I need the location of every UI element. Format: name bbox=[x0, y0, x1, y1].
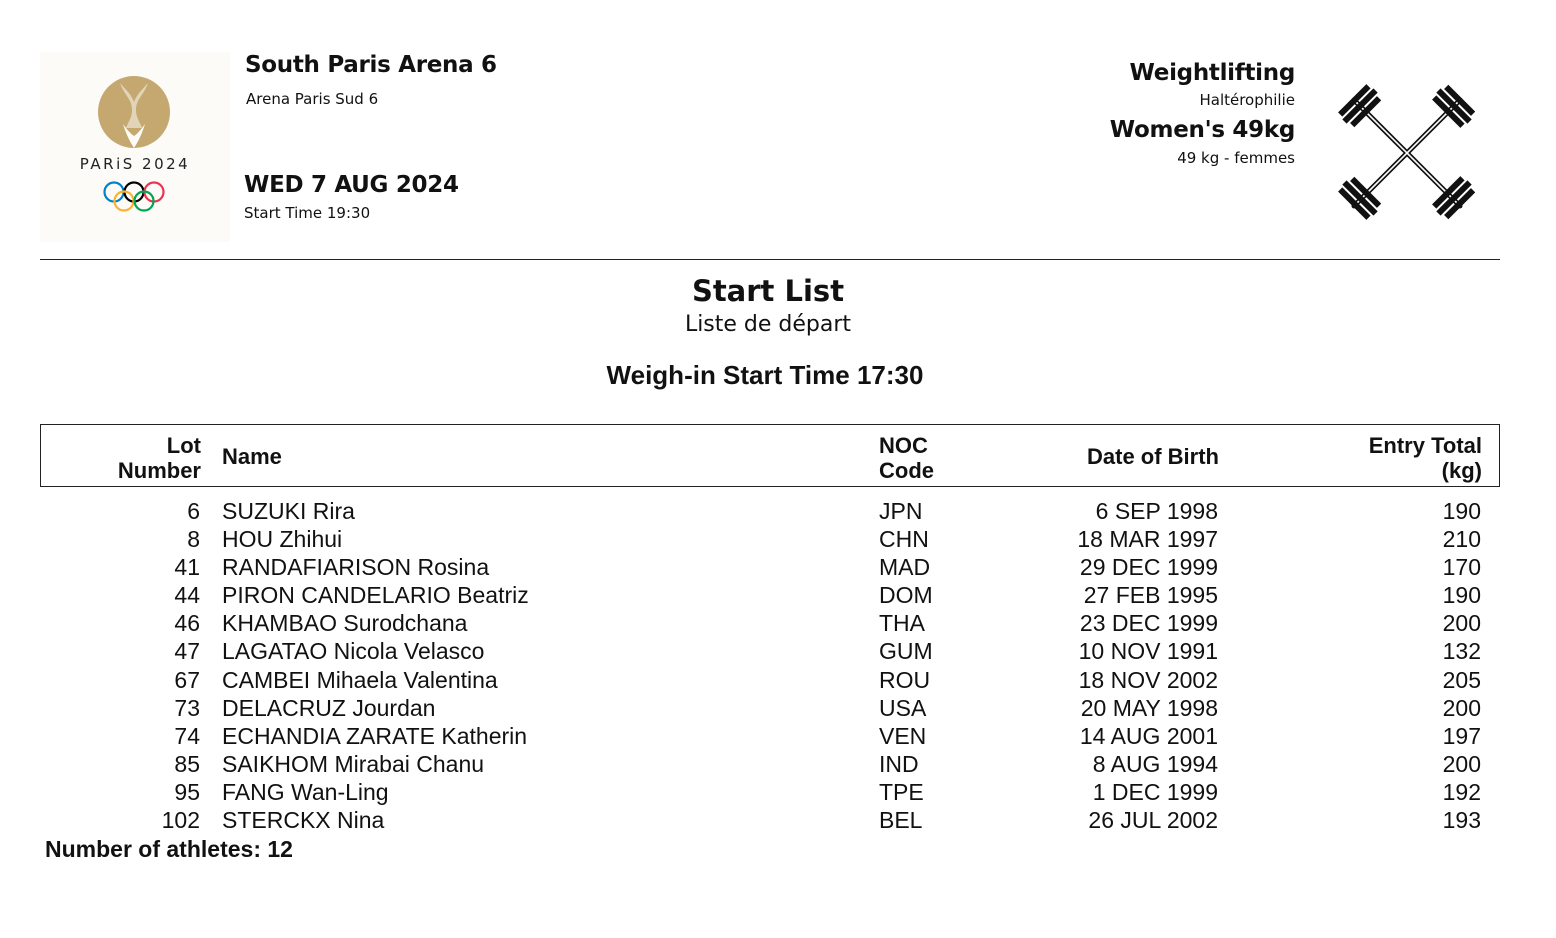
athlete-name: RANDAFIARISON Rosina bbox=[222, 554, 490, 581]
column-header-lot bbox=[118, 433, 201, 483]
sport-name: Weightlifting bbox=[1129, 60, 1295, 86]
header-divider bbox=[40, 259, 1500, 260]
table-row bbox=[0, 750, 1556, 778]
weigh-in-time: Weigh-in Start Time 17:30 bbox=[606, 360, 924, 390]
column-header-entry-total-line1: Entry Total bbox=[1368, 433, 1482, 458]
logo-wordmark: PARiS 2024 bbox=[79, 155, 191, 173]
document-title: Start List bbox=[691, 274, 845, 308]
table-row bbox=[0, 553, 1556, 581]
lot-number: 67 bbox=[174, 666, 200, 693]
date-of-birth: 1 DEC 1999 bbox=[1092, 778, 1218, 805]
athlete-table-body bbox=[0, 497, 1556, 834]
lot-number: 102 bbox=[161, 807, 200, 834]
event-start-time: Start Time 19:30 bbox=[244, 204, 371, 222]
paris-2024-emblem-icon bbox=[40, 52, 230, 242]
paris-2024-logo bbox=[40, 52, 230, 242]
sport-name-french: Haltérophilie bbox=[1199, 91, 1295, 109]
venue-name-french: Arena Paris Sud 6 bbox=[246, 90, 379, 108]
table-row bbox=[0, 778, 1556, 806]
table-header bbox=[40, 424, 1500, 487]
table-row bbox=[0, 666, 1556, 694]
table-row bbox=[0, 637, 1556, 665]
noc-code: JPN bbox=[879, 498, 923, 524]
entry-total: 200 bbox=[1442, 610, 1481, 637]
athlete-name: SAIKHOM Mirabai Chanu bbox=[222, 750, 485, 777]
table-row bbox=[0, 806, 1556, 834]
lot-number: 85 bbox=[174, 750, 200, 777]
entry-total: 197 bbox=[1442, 722, 1481, 749]
athlete-name: ECHANDIA ZARATE Katherin bbox=[222, 722, 528, 749]
date-of-birth: 23 DEC 1999 bbox=[1079, 610, 1218, 637]
lot-number: 73 bbox=[174, 694, 200, 721]
date-of-birth: 18 NOV 2002 bbox=[1078, 666, 1218, 693]
entry-total: 200 bbox=[1442, 750, 1481, 777]
noc-code: TPE bbox=[879, 778, 924, 805]
event-name: Women's 49kg bbox=[1109, 117, 1295, 143]
noc-code: GUM bbox=[879, 638, 933, 665]
entry-total: 190 bbox=[1442, 582, 1481, 609]
noc-code: CHN bbox=[879, 526, 929, 553]
date-of-birth: 27 FEB 1995 bbox=[1083, 582, 1218, 609]
athlete-name: LAGATAO Nicola Velasco bbox=[222, 638, 485, 665]
athlete-name: DELACRUZ Jourdan bbox=[222, 694, 436, 721]
table-row bbox=[0, 525, 1556, 553]
date-of-birth: 8 AUG 1994 bbox=[1092, 750, 1218, 777]
date-of-birth: 10 NOV 1991 bbox=[1078, 638, 1218, 665]
lot-number: 44 bbox=[174, 582, 200, 609]
event-date: WED 7 AUG 2024 bbox=[244, 172, 459, 198]
noc-code: IND bbox=[879, 750, 919, 777]
noc-code: DOM bbox=[879, 582, 933, 609]
table-row bbox=[0, 722, 1556, 750]
date-of-birth: 20 MAY 1998 bbox=[1080, 694, 1218, 721]
athlete-count: Number of athletes: 12 bbox=[45, 836, 293, 862]
event-name-french: 49 kg - femmes bbox=[1177, 149, 1295, 167]
venue-name: South Paris Arena 6 bbox=[245, 52, 497, 78]
noc-code: USA bbox=[879, 694, 927, 721]
athlete-name: SUZUKI Rira bbox=[222, 498, 355, 524]
table-row bbox=[0, 497, 1556, 525]
column-header-entry-total bbox=[1369, 433, 1482, 483]
entry-total: 205 bbox=[1442, 666, 1481, 693]
entry-total: 210 bbox=[1442, 526, 1481, 553]
lot-number: 41 bbox=[174, 554, 200, 581]
entry-total: 132 bbox=[1442, 638, 1481, 665]
sport-event-info bbox=[1110, 58, 1295, 170]
entry-total: 200 bbox=[1442, 694, 1481, 721]
column-header-name: Name bbox=[222, 444, 282, 469]
entry-total: 193 bbox=[1442, 807, 1481, 834]
column-header-noc bbox=[879, 433, 934, 483]
weightlifting-pictogram-icon bbox=[1336, 82, 1478, 222]
column-header-noc-line2: Code bbox=[879, 458, 934, 483]
table-row bbox=[0, 609, 1556, 637]
noc-code: THA bbox=[879, 610, 925, 637]
date-of-birth: 6 SEP 1998 bbox=[1095, 498, 1218, 524]
athlete-name: KHAMBAO Surodchana bbox=[222, 610, 468, 637]
athlete-name: PIRON CANDELARIO Beatriz bbox=[222, 582, 529, 609]
date-of-birth: 26 JUL 2002 bbox=[1088, 807, 1218, 834]
lot-number: 95 bbox=[174, 778, 200, 805]
athlete-name: HOU Zhihui bbox=[222, 526, 343, 553]
column-header-entry-total-line2: (kg) bbox=[1441, 458, 1482, 483]
entry-total: 170 bbox=[1442, 554, 1481, 581]
column-header-date-of-birth: Date of Birth bbox=[1087, 444, 1219, 469]
table-row bbox=[0, 581, 1556, 609]
athlete-name: STERCKX Nina bbox=[222, 807, 385, 834]
date-of-birth: 29 DEC 1999 bbox=[1079, 554, 1218, 581]
lot-number: 8 bbox=[187, 526, 200, 553]
noc-code: ROU bbox=[879, 666, 931, 693]
athlete-name: FANG Wan-Ling bbox=[222, 778, 389, 805]
lot-number: 46 bbox=[174, 610, 200, 637]
entry-total: 192 bbox=[1442, 778, 1481, 805]
document-title-french: Liste de départ bbox=[684, 312, 852, 337]
column-header-lot-line1: Lot bbox=[166, 433, 201, 458]
date-of-birth: 18 MAR 1997 bbox=[1077, 526, 1218, 553]
lot-number: 47 bbox=[174, 638, 200, 665]
noc-code: BEL bbox=[879, 807, 923, 834]
lot-number: 6 bbox=[187, 498, 200, 524]
lot-number: 74 bbox=[174, 722, 200, 749]
noc-code: VEN bbox=[879, 722, 927, 749]
noc-code: MAD bbox=[879, 554, 931, 581]
date-of-birth: 14 AUG 2001 bbox=[1079, 722, 1218, 749]
table-row bbox=[0, 694, 1556, 722]
athlete-name: CAMBEI Mihaela Valentina bbox=[222, 666, 498, 693]
column-header-noc-line1: NOC bbox=[879, 433, 928, 458]
column-header-lot-line2: Number bbox=[117, 458, 201, 483]
entry-total: 190 bbox=[1442, 498, 1481, 524]
